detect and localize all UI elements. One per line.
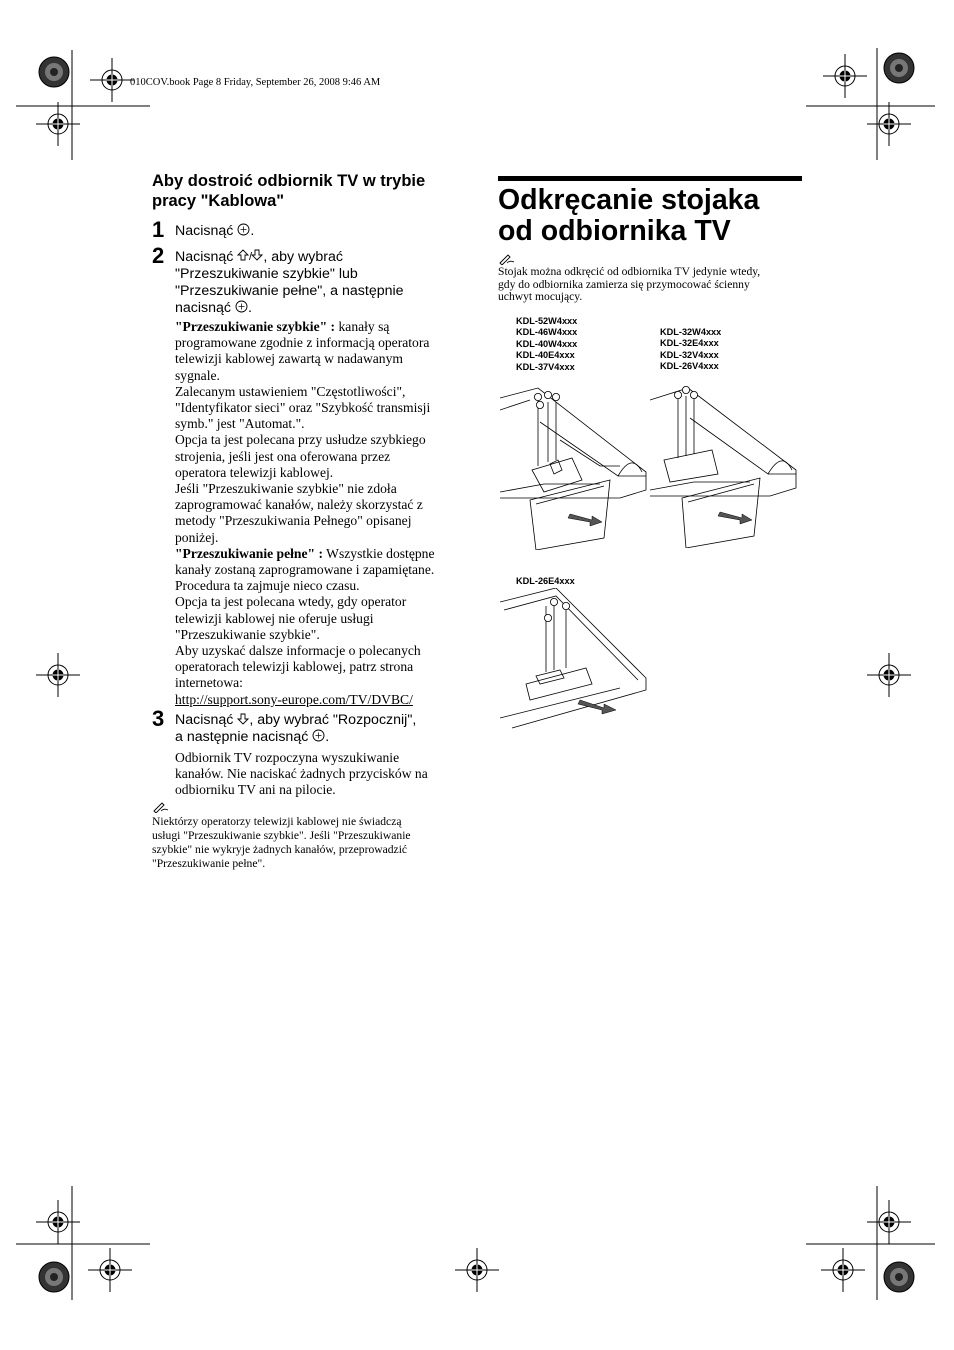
p1-l10: operatora telewizji kablowej. [175,464,334,480]
s3-l2: kanałów. Nie naciskać żadnych przycisków na [175,766,428,782]
down-arrow-icon [237,712,249,725]
p2-l3: Procedura ta zajmuje nieco czasu. [175,578,360,594]
note-pencil-icon [152,801,170,813]
p1-l8: Opcja ta jest polecana przy usłudze szybkiego [175,432,426,448]
p2-l2: kanały zostaną zaprogramowane i zapamiętane. [175,562,435,578]
step-3-description [175,750,460,799]
file-info-header: 010COV.book Page 8 Friday, September 26, 2008 9:46 AM [130,77,381,88]
p1-l9: strojenia, jeśli jest ona oferowana przez [175,448,391,464]
model-item: KDL-32E4xxx [660,338,719,349]
svg-text:/: / [249,251,253,262]
p2-l1: Wszystkie dostępne [323,545,435,561]
page-title [498,185,818,247]
section-subheading: Aby dostroić odbiornik TV w trybie pracy "Kablowa" [152,172,426,210]
step-3-number: 3 [152,706,165,731]
note-l4: "Przeszukiwanie pełne". [152,857,266,870]
step-2-number: 2 [152,243,165,268]
model-item: KDL-37V4xxx [516,361,575,372]
p1-l14: poniżej. [175,529,219,545]
p1-l11: Jeśli "Przeszukiwanie szybkie" nie zdoła [175,481,397,497]
step-1-label: Nacisnąć [175,223,234,239]
step-2-text: Nacisnąć / , aby wybrać "Przeszukiwanie szybkie" lub "Przeszukiwanie pełne", a następnie nacisnąć . [175,249,455,317]
model-item: KDL-32W4xxx [660,327,722,337]
step-2-line-3: "Przeszukiwanie pełne", a następnie [175,283,404,299]
p1-l7: symb." jest "Automat.". [175,416,305,432]
model-item: KDL-40W4xxx [516,338,578,349]
model-list-b [660,327,721,373]
step-3-pre: Nacisnąć [175,712,234,728]
rnote-l3: uchwyt mocujący. [498,290,583,304]
right-note [498,266,808,304]
model-list-c [516,576,575,587]
step-2-description [175,319,460,708]
p2-l7: Aby uzyskać dalsze informacje o polecanych [175,643,421,659]
title-line-1: Odkręcanie stojaka [498,184,760,216]
model-list-a [516,316,577,373]
full-scan-term: "Przeszukiwanie pełne" : [175,545,323,561]
stand-removal-illustration-small [500,588,648,730]
step-3-post: , aby wybrać "Rozpocznij", [249,712,417,728]
step-2-post: , aby wybrać [263,249,343,265]
enter-button-icon [237,223,250,236]
rnote-l2: gdy do odbiornika zamierza się przymocować ścienny [498,277,750,291]
step-3-text: Nacisnąć , aby wybrać "Rozpocznij", a następnie nacisnąć . [175,712,417,745]
model-item: KDL-26V4xxx [660,361,719,372]
model-item: KDL-52W4xxx [516,316,578,326]
p2-l8: operatorach telewizji kablowej, patrz strona [175,659,414,675]
step-1-number: 1 [152,217,165,242]
rnote-l1: Stojak można odkręcić od odbiornika TV jedynie wtedy, [498,265,761,278]
enter-button-icon [235,300,248,313]
title-rule [498,176,802,181]
note-l3: szybkie" nie wykryje żadnych kanałów, przeprowadzić [152,843,408,856]
step-2-line-2: "Przeszukiwanie szybkie" lub [175,266,358,282]
p1-l3: telewizji kablowej zawartą w nadawanym [175,351,403,367]
model-item: KDL-46W4xxx [516,327,578,338]
title-line-2: od odbiornika TV [498,215,731,247]
p2-l6: "Przeszukiwanie szybkie". [175,626,320,642]
step-1-text: Nacisnąć . [175,223,255,239]
support-url-link[interactable]: http://support.sony-europe.com/TV/DVBC/ [175,691,413,707]
note-l2: usługi "Przeszukiwanie szybkie". Jeśli "Przeszukiwanie [152,829,411,842]
stand-removal-illustration-medium [650,378,798,548]
model-item: KDL-40E4xxx [516,350,575,361]
p2-l5: telewizji kablowej nie oferuje usługi [175,610,374,626]
enter-button-icon [312,729,325,742]
p1-l2: programowane zgodnie z informacją operatora [175,335,430,351]
stand-removal-illustration-large [500,380,648,550]
s3-l3: odbiorniku TV ani na pilocie. [175,782,336,798]
p1-l12: zaprogramować kanałów, należy skorzystać z [175,497,423,513]
p1-l13: metody "Przeszukiwania Pełnego" opisanej [175,513,412,529]
step-3-line-2: a następnie nacisnąć [175,729,309,745]
left-note [152,815,452,871]
p2-l4: Opcja ta jest polecana wtedy, gdy operator [175,594,407,610]
p2-l9: internetowa: [175,675,243,691]
p1-l4: sygnale. [175,367,220,383]
up-down-arrow-icon [237,249,263,262]
model-item: KDL-32V4xxx [660,349,719,360]
step-2-pre: Nacisnąć [175,249,234,265]
note-l1: Niektórzy operatorzy telewizji kablowej nie świadczą [152,815,402,828]
s3-l1: Odbiornik TV rozpoczyna wyszukiwanie [175,750,400,765]
p1-l1: kanały są [335,319,390,334]
step-2-line-4: nacisnąć [175,300,231,316]
p1-l5: Zalecanym ustawieniem "Częstotliwości", [175,383,406,399]
model-item: KDL-26E4xxx [516,576,575,586]
quick-scan-term: "Przeszukiwanie szybkie" : [175,319,336,334]
note-pencil-icon [498,253,516,265]
p1-l6: "Identyfikator sieci" oraz "Szybkość transmisji [175,400,431,416]
